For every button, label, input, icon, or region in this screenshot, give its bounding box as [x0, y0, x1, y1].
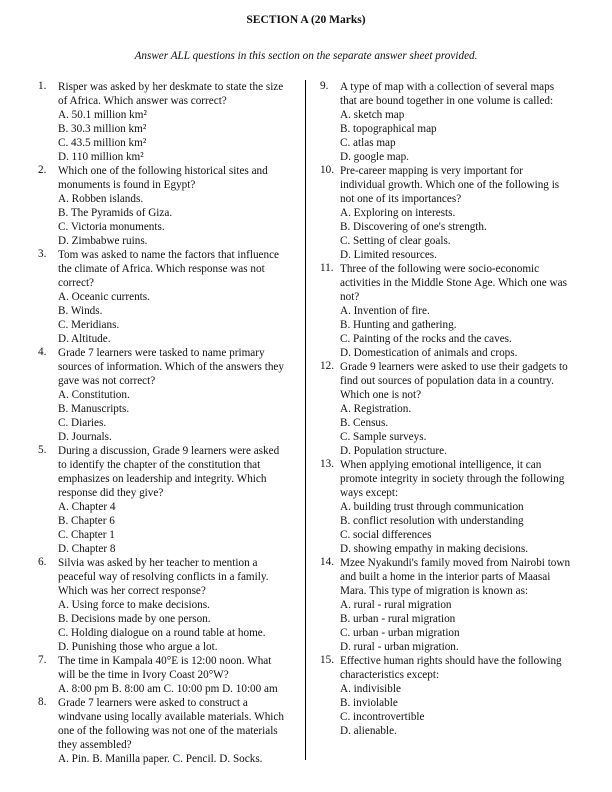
answer-option: D. 110 million km²: [58, 151, 144, 163]
answer-option: C. atlas map: [340, 137, 396, 149]
question: [38, 696, 303, 766]
question: [38, 346, 303, 444]
answer-option: C. Diaries.: [58, 417, 107, 429]
answer-option: B. conflict resolution with understanding: [340, 515, 524, 527]
left-column: [38, 80, 303, 766]
answer-option: A. Oceanic currents.: [58, 291, 150, 303]
answer-option: A. Constitution.: [58, 389, 130, 401]
question-stem-line: gave was not correct?: [58, 375, 156, 387]
question-stem-line: promote integrity in society through the following: [340, 473, 565, 485]
answer-option: A. rural - rural migration: [340, 599, 452, 611]
answer-option: D. Domestication of animals and crops.: [340, 347, 518, 359]
question-stem-line: not one of its importances?: [340, 193, 462, 205]
question-stem-line: When applying emotional intelligence, it can: [340, 459, 542, 471]
answer-option: C. incontrovertible: [340, 711, 425, 723]
question: [38, 164, 303, 248]
question-stem-line: Silvia was asked by her teacher to mention a: [58, 557, 258, 569]
question-stem-line: Risper was asked by her deskmate to state the size: [58, 81, 284, 93]
question-stem-line: ways except:: [340, 487, 399, 499]
question: [38, 556, 303, 654]
answer-option: D. alienable.: [340, 725, 397, 737]
question-stem-line: The time in Kampala 40°E is 12:00 noon. What: [58, 655, 272, 667]
answer-option: B. Winds.: [58, 305, 103, 317]
answer-option: B. The Pyramids of Giza.: [58, 207, 173, 219]
question-number: 3.: [38, 248, 47, 260]
question-stem-line: emphasizes on leadership and integrity. Which: [58, 473, 267, 485]
answer-option: C. 43.5 million km²: [58, 137, 147, 149]
question-number: 14.: [320, 556, 334, 568]
answer-option: D. google map.: [340, 151, 409, 163]
answer-option: D. Punishing those who argue a lot.: [58, 641, 218, 653]
question-stem-line: will be the time in Ivory Coast 20°W?: [58, 669, 229, 681]
section-title: SECTION A (20 Marks): [246, 14, 366, 26]
question-stem-line: monuments is found in Egypt?: [58, 179, 196, 191]
answer-option: B. urban - rural migration: [340, 613, 456, 625]
answer-option: B. Chapter 6: [58, 515, 115, 527]
question-stem-line: not?: [340, 291, 360, 303]
question-stem-line: peaceful way of resolving conflicts in a family.: [58, 571, 269, 583]
question: [38, 654, 303, 696]
answer-option: C. social differences: [340, 529, 432, 541]
question-number: 11.: [320, 262, 334, 274]
answer-option: B. Discovering of one's strength.: [340, 221, 487, 233]
question-stem-line: Effective human rights should have the following: [340, 655, 562, 667]
question: [320, 164, 595, 262]
question: [320, 556, 595, 654]
question-stem-line: to identify the chapter of the constitution that: [58, 459, 261, 471]
answer-option: D. Population structure.: [340, 445, 447, 457]
question-stem-line: characteristics except:: [340, 669, 440, 681]
question-stem-line: Pre-career mapping is very important for: [340, 165, 523, 177]
question-stem-line: that are bound together in one volume is called:: [340, 95, 554, 107]
question-stem-line: Which one is not?: [340, 389, 422, 401]
answer-option: A. indivisible: [340, 683, 401, 695]
question-stem-line: and built a home in the interior parts of Maasai: [340, 571, 551, 583]
question-stem-line: windvane using locally available materials. Which: [58, 711, 284, 723]
question-number: 8.: [38, 696, 47, 708]
question-stem-line: find out sources of population data in a country.: [340, 375, 554, 387]
answer-option: D. Zimbabwe ruins.: [58, 235, 148, 247]
question-number: 1.: [38, 80, 47, 92]
question: [38, 80, 303, 164]
answer-option: B. Hunting and gathering.: [340, 319, 457, 331]
question: [320, 262, 595, 360]
question-stem-line: Tom was asked to name the factors that influence: [58, 249, 280, 261]
question-stem-line: individual growth. Which one of the following is: [340, 179, 560, 191]
question-stem-line: Mara. This type of migration is known as:: [340, 585, 529, 597]
answer-option: C. Setting of clear goals.: [340, 235, 451, 247]
answer-option: C. Meridians.: [58, 319, 120, 331]
answer-option: C. Victoria monuments.: [58, 221, 165, 233]
question-stem-line: During a discussion, Grade 9 learners were asked: [58, 445, 280, 457]
question: [320, 360, 595, 458]
question: [320, 80, 595, 164]
answer-option: A. building trust through communication: [340, 501, 524, 513]
question-stem-line: Three of the following were socio-economic: [340, 263, 540, 275]
answer-option: B. Manuscripts.: [58, 403, 130, 415]
answer-option: A. Registration.: [340, 403, 412, 415]
question-stem-line: Which one of the following historical sites and: [58, 165, 268, 177]
answer-option: C. urban - urban migration: [340, 627, 460, 639]
answer-option: A. 50.1 million km²: [58, 109, 147, 121]
answer-option: A. Pin. B. Manilla paper. C. Pencil. D. Socks.: [58, 753, 263, 765]
question-stem-line: one of the following was not one of the materials: [58, 725, 278, 737]
answer-option: C. Painting of the rocks and the caves.: [340, 333, 512, 345]
answer-option: D. rural - urban migration.: [340, 641, 459, 653]
question-stem-line: the climate of Africa. Which response was not: [58, 263, 265, 275]
question-stem-line: Grade 9 learners were asked to use their gadgets to: [340, 361, 568, 373]
question: [320, 458, 595, 556]
answer-option: D. Journals.: [58, 431, 112, 443]
question-stem-line: sources of information. Which of the answers they: [58, 361, 284, 373]
answer-option: C. Chapter 1: [58, 529, 115, 541]
question-stem-line: of Africa. Which answer was correct?: [58, 95, 227, 107]
question-stem-line: Grade 7 learners were asked to construct a: [58, 697, 248, 709]
question-number: 15.: [320, 654, 334, 666]
question-stem-line: they assembled?: [58, 739, 132, 751]
question-number: 4.: [38, 346, 47, 358]
question-stem-line: response did they give?: [58, 487, 164, 499]
question-stem-line: Mzee Nyakundi's family moved from Nairobi town: [340, 557, 571, 569]
question: [38, 248, 303, 346]
question-number: 13.: [320, 458, 334, 470]
answer-option: A. Invention of fire.: [340, 305, 430, 317]
question: [38, 444, 303, 556]
answer-option: B. inviolable: [340, 697, 398, 709]
answer-option: B. Decisions made by one person.: [58, 613, 211, 625]
answer-option: D. Limited resources.: [340, 249, 437, 261]
answer-option: A. sketch map: [340, 109, 405, 121]
answer-option: C. Holding dialogue on a round table at home.: [58, 627, 266, 639]
answer-option: A. 8:00 pm B. 8:00 am C. 10:00 pm D. 10:00 am: [58, 683, 278, 695]
answer-option: B. 30.3 million km²: [58, 123, 147, 135]
answer-option: A. Chapter 4: [58, 501, 116, 513]
question-stem-line: A type of map with a collection of several maps: [340, 81, 555, 93]
question-number: 6.: [38, 556, 47, 568]
question-number: 5.: [38, 444, 47, 456]
answer-option: D. Altitude.: [58, 333, 111, 345]
question-stem-line: activities in the Middle Stone Age. Which one was: [340, 277, 567, 289]
right-column: [320, 80, 595, 738]
answer-option: A. Exploring on interests.: [340, 207, 456, 219]
question-stem-line: Which was her correct response?: [58, 585, 206, 597]
question-number: 12.: [320, 360, 334, 372]
answer-option: B. topographical map: [340, 123, 437, 135]
question-number: 7.: [38, 654, 47, 666]
question-number: 10.: [320, 164, 334, 176]
instructions: Answer ALL questions in this section on the separate answer sheet provided.: [134, 50, 478, 62]
question-number: 2.: [38, 164, 47, 176]
answer-option: B. Census.: [340, 417, 389, 429]
answer-option: A. Using force to make decisions.: [58, 599, 210, 611]
column-divider: [305, 80, 306, 760]
answer-option: D. showing empathy in making decisions.: [340, 543, 528, 555]
question-stem-line: Grade 7 learners were tasked to name primary: [58, 347, 265, 359]
question-number: 9.: [320, 80, 329, 92]
question-stem-line: correct?: [58, 277, 95, 289]
question: [320, 654, 595, 738]
answer-option: C. Sample surveys.: [340, 431, 427, 443]
answer-option: A. Robben islands.: [58, 193, 144, 205]
answer-option: D. Chapter 8: [58, 543, 116, 555]
